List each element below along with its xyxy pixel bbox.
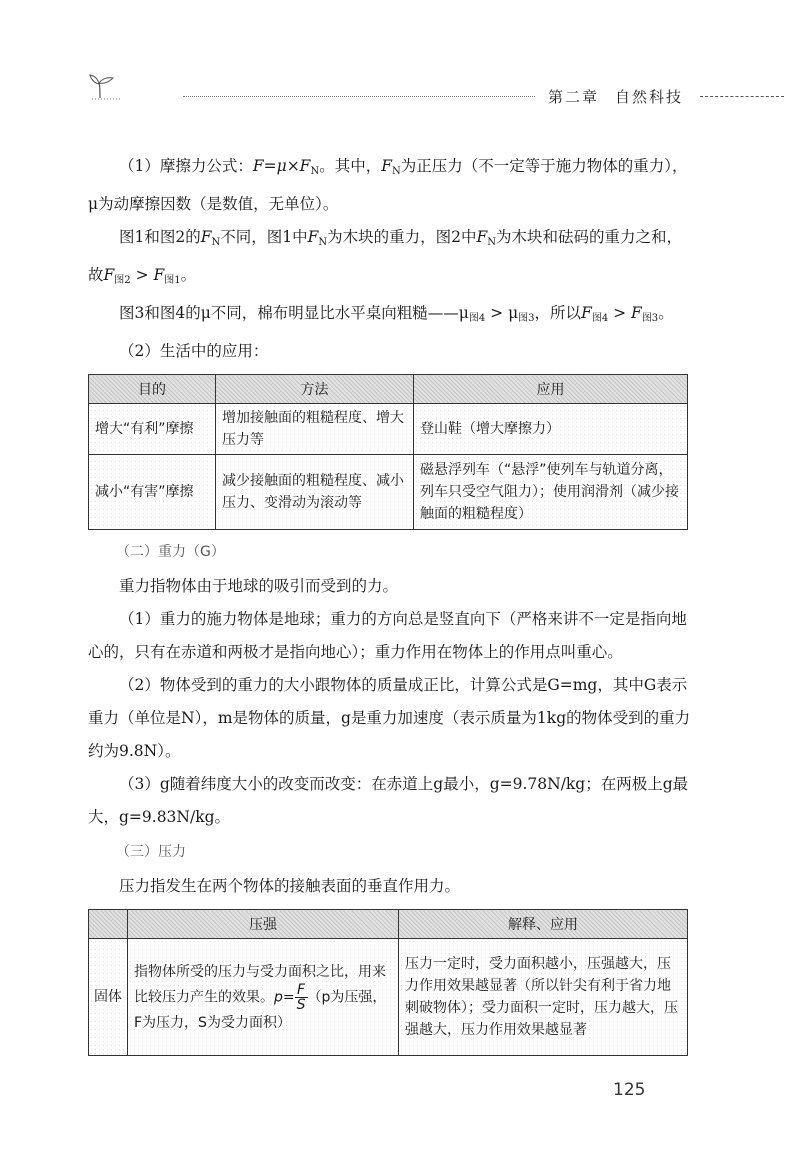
page-number: 125 (613, 1080, 646, 1100)
page-header (0, 0, 800, 110)
chapter-title (548, 86, 683, 107)
friction-compare-1: 图1和图2的$F_N$不同，图1中$F_N$为木块的重力，图2中$F_N$为木块和砝码的重力之和，故$F_{图2} > F_{图1}$。 (88, 228, 683, 286)
header-divider-left (183, 96, 535, 97)
pressure-fraction: $\frac{F}{S}$ (296, 981, 306, 1013)
table-row (89, 404, 688, 455)
table-header-row (89, 910, 688, 939)
sprout-icon (88, 72, 124, 102)
subject-label: 自然科技 (615, 88, 684, 106)
gravity-point-1: （1）重力的施力物体是地球；重力的方向总是竖直向下（严格来讲不一定是指向地心的，只有在赤道和两极才是指向地心）；重力作用在物体上的作用点叫重心。 (88, 610, 687, 661)
row-label-solid: 固体 (89, 939, 128, 1056)
col-method: 方法 (216, 375, 414, 404)
col-application: 应用 (414, 375, 688, 404)
gravity-point-2: （2）物体受到的重力的大小跟物体的质量成正比，计算公式是G=mg，其中G表示重力（单位是N），m是物体的质量，g是重力加速度（表示质量为1kg的物体受到的重力约为9.8N）。 (88, 676, 691, 760)
pressure-definition: 压力指发生在两个物体的接触表面的垂直作用力。 (119, 877, 461, 895)
col-blank (89, 910, 128, 939)
table-cell: 磁悬浮列车（“悬浮”使列车与轨道分离，列车只受空气阻力）；使用润滑剂（减少接触面的粗糙程度） (414, 455, 688, 530)
friction-compare-2: 图3和图4的μ不同，棉布明显比水平桌向粗糙$——\mu_{图4} > \mu_{图3}$，所以$F_{图4} > F_{图3}$。 (119, 304, 674, 324)
col-explanation: 解释、应用 (399, 910, 688, 939)
table-row (89, 455, 688, 530)
friction-formula: （1）摩擦力公式：$F=\mu\times F_N$。其中，$F_N$为正压力（不一定等于施力物体的重力），μ为动摩擦因数（是数值，无单位）。 (88, 157, 688, 213)
table-header-row (89, 375, 688, 404)
pressure-definition-cell: 指物体所受的压力与受力面积之比，用来比较压力产生的效果。p= $\frac{F}{S}$ （p为压强，F为压力，S为受力面积） (128, 939, 399, 1056)
table-cell: 登山鞋（增大摩擦力） (414, 404, 688, 455)
gravity-heading: （二）重力（G） (116, 544, 225, 560)
pressure-heading: （三）压力 (116, 844, 186, 860)
header-divider-right (700, 96, 784, 97)
table-row (89, 939, 688, 1056)
page-body (88, 150, 696, 1060)
col-purpose: 目的 (89, 375, 216, 404)
table-cell: 减少接触面的粗糙程度、减小压力、变滑动为滚动等 (216, 455, 414, 530)
pressure-explanation-cell: 压力一定时，受力面积越小，压强越大，压力作用效果越显著（所以针尖有利于省力地刺破物体）；受力面积一定时，压力越大，压强越大，压力作用效果越显著 (399, 939, 688, 1056)
chapter-label: 第二章 (548, 88, 600, 106)
table-cell: 增大“有利”摩擦 (89, 404, 216, 455)
table-cell: 增加接触面的粗糙程度、增大压力等 (216, 404, 414, 455)
friction-table (88, 374, 688, 530)
gravity-point-3: （3）g随着纬度大小的改变而改变：在赤道上g最小，g=9.78N/kg；在两极上g最大，g=9.83N/kg。 (88, 775, 689, 826)
table-cell: 减小“有害”摩擦 (89, 455, 216, 530)
pressure-table (88, 909, 688, 1056)
col-pressure: 压强 (128, 910, 399, 939)
applications-heading: （2）生活中的应用： (119, 342, 269, 360)
gravity-definition: 重力指物体由于地球的吸引而受到的力。 (119, 577, 399, 595)
